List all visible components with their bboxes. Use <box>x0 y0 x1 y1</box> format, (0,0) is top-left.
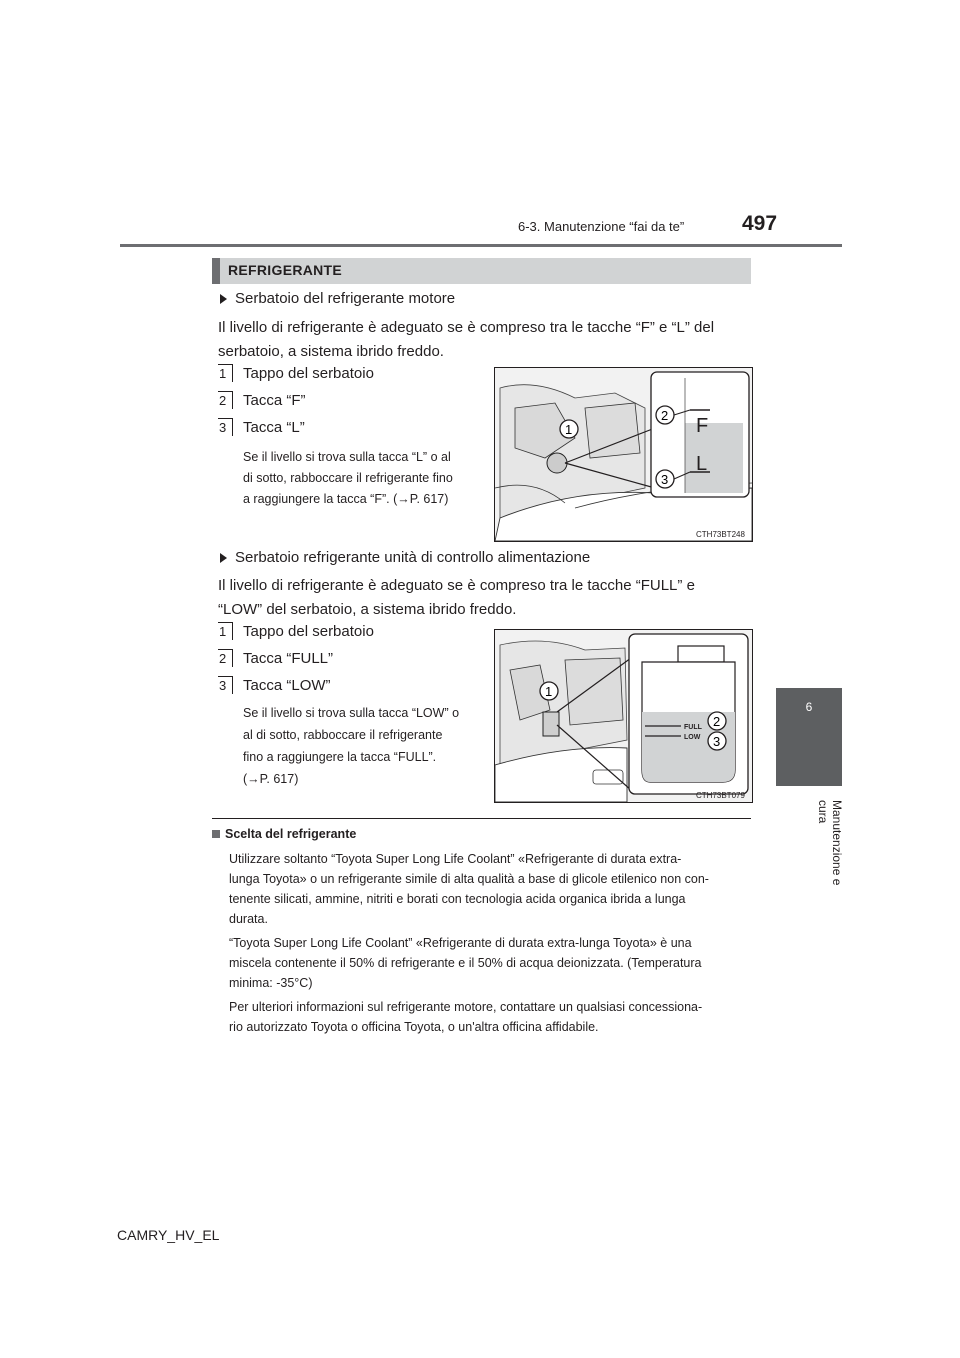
callout-3: 3 <box>661 472 669 487</box>
info-p2-line1: “Toyota Super Long Life Coolant” «Refrigerante di durata extra-lunga Toyota» è una <box>229 936 692 950</box>
chapter-tab-number: 6 <box>805 700 813 714</box>
block2-item-1: Tappo del serbatoio <box>243 623 374 640</box>
block1-note-line2: di sotto, rabboccare il refrigerante fino <box>243 471 453 485</box>
triangle-bullet-icon <box>220 553 227 563</box>
block1-item-3: Tacca “L” <box>243 419 305 436</box>
block2-heading-text: Serbatoio refrigerante unità di controllo alimentazione <box>235 549 591 566</box>
info-p1-line3: tenente silicati, ammine, nitriti e borati con tecnologia acida organica ibrida a lunga <box>229 892 686 906</box>
block1-text-line1: Il livello di refrigerante è adeguato se è compreso tra le tacche “F” e “L” del <box>218 319 715 336</box>
info-p2-line2: miscela contenente il 50% di refrigerante e il 50% di acqua deionizzata. (Temperatura <box>229 956 702 970</box>
section-title: 6-3. Manutenzione “fai da te” <box>518 219 685 234</box>
figure1-code: CTH73BT248 <box>696 530 745 539</box>
figure2-code: CTH73BT079 <box>696 791 745 800</box>
block2-note-line1: Se il livello si trova sulla tacca “LOW” o <box>243 706 460 720</box>
block2-note-line2: al di sotto, rabboccare il refrigerante <box>243 728 443 742</box>
engine-bay-illustration <box>495 630 752 802</box>
block1-item-1: Tappo del serbatoio <box>243 365 374 382</box>
engine-bay-illustration <box>495 368 752 541</box>
block1-text-line2: serbatoio, a sistema ibrido freddo. <box>218 343 444 360</box>
callout-2: 2 <box>661 408 669 423</box>
block1-note-line1: Se il livello si trova sulla tacca “L” o al <box>243 450 451 464</box>
block1-heading <box>220 290 455 307</box>
info-heading <box>212 827 356 841</box>
mark-l-label: L <box>696 453 708 475</box>
section-banner-title: REFRIGERANTE <box>228 262 343 278</box>
mark-low-label: LOW <box>684 734 701 741</box>
section-banner-bar <box>212 258 220 284</box>
block2-item-3: Tacca “LOW” <box>243 677 331 694</box>
block2-note-line3: fino a raggiungere la tacca “FULL”. <box>243 750 437 764</box>
triangle-bullet-icon <box>220 294 227 304</box>
mark-f-label: F <box>696 415 709 437</box>
block2-item-2: Tacca “FULL” <box>243 650 334 667</box>
square-bullet-icon <box>212 830 220 838</box>
page-number: 497 <box>742 212 778 235</box>
block1-item-2: Tacca “F” <box>243 392 306 409</box>
info-p2-line3: minima: -35°C) <box>229 976 313 990</box>
chapter-tab-label-text: Manutenzione e cura <box>816 800 844 886</box>
mark-full-label: FULL <box>684 724 702 731</box>
item-number-2: 2 <box>218 649 233 667</box>
header-rule <box>120 244 842 247</box>
block2-text-line1: Il livello di refrigerante è adeguato se è compreso tra le tacche “FULL” e <box>218 577 695 594</box>
callout-2: 2 <box>713 714 721 729</box>
item-number-1: 1 <box>218 622 233 640</box>
footer-model: CAMRY_HV_EL <box>117 1227 220 1243</box>
info-p1-line4: durata. <box>229 912 268 926</box>
info-p3-line1: Per ulteriori informazioni sul refrigerante motore, contattare un qualsiasi concessiona- <box>229 1000 703 1014</box>
info-p1-line2: lunga Toyota» o un refrigerante simile di alta qualità a base di glicole etilenico non con- <box>229 872 709 886</box>
info-p1-line1: Utilizzare soltanto “Toyota Super Long Life Coolant” «Refrigerante di durata extra- <box>229 852 682 866</box>
callout-3: 3 <box>713 734 721 749</box>
block1-heading-text: Serbatoio del refrigerante motore <box>235 290 456 307</box>
callout-1: 1 <box>545 684 553 699</box>
power-control-coolant-reservoir-figure <box>494 629 753 803</box>
item-number-2: 2 <box>218 391 233 409</box>
block1-note-line3: a raggiungere la tacca “F”. (→P. 617) <box>243 492 449 506</box>
block2-heading <box>220 549 590 566</box>
section-divider <box>212 818 751 819</box>
info-p3-line2: rio autorizzato Toyota o officina Toyota, o un'altra officina affidabile. <box>229 1020 599 1034</box>
callout-1: 1 <box>565 422 573 437</box>
engine-coolant-reservoir-figure <box>494 367 753 542</box>
item-number-1: 1 <box>218 364 233 382</box>
item-number-3: 3 <box>218 418 233 436</box>
item-number-3: 3 <box>218 676 233 694</box>
chapter-tab-label <box>776 800 842 910</box>
info-heading-text: Scelta del refrigerante <box>225 827 357 841</box>
block2-note-line4: (→P. 617) <box>243 772 299 786</box>
block2-text-line2: “LOW” del serbatoio, a sistema ibrido freddo. <box>218 601 517 618</box>
